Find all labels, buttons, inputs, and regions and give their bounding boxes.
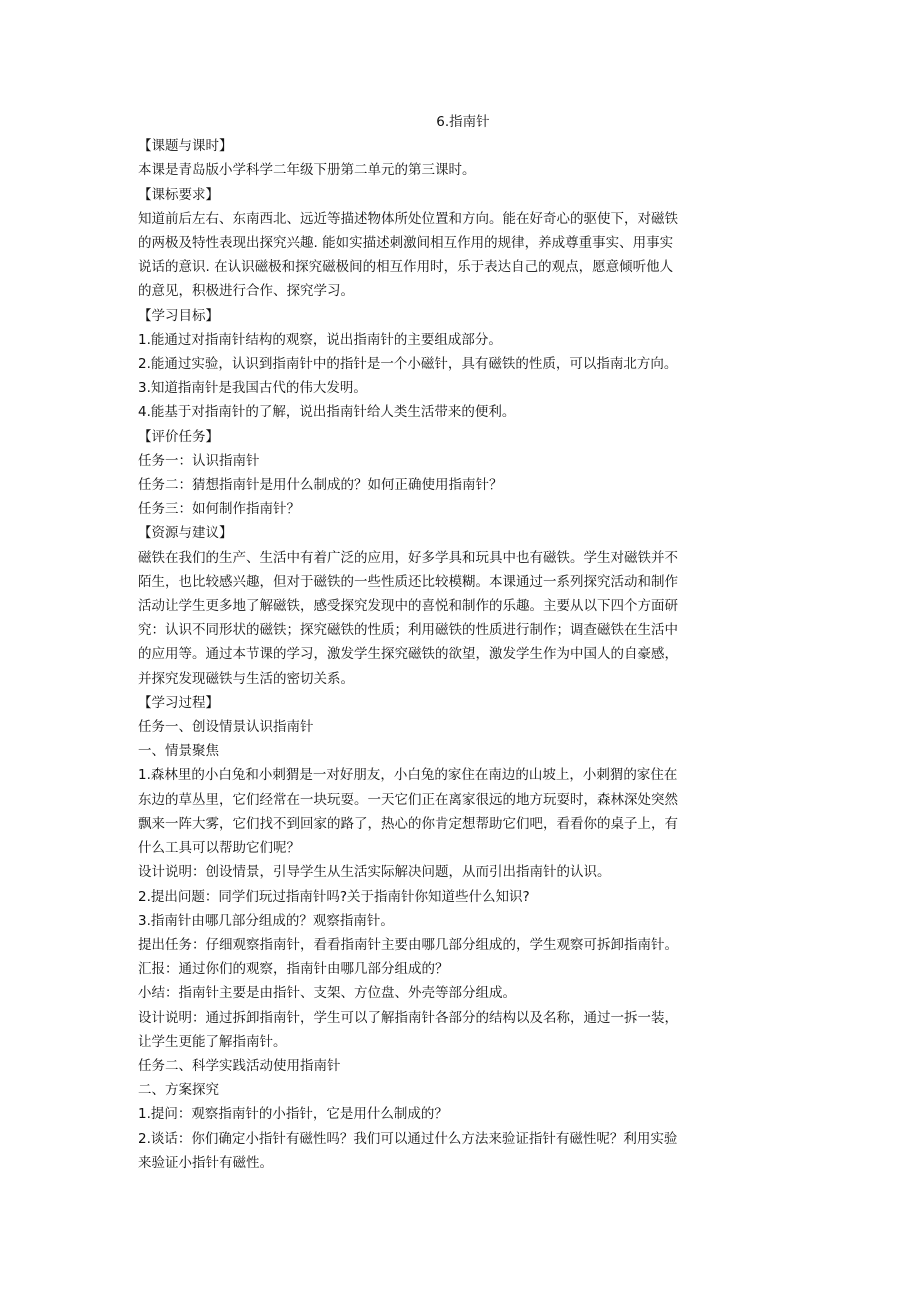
- resource-line: 究：认识不同形状的磁铁；探究磁铁的性质；利用磁铁的性质进行制作；调查磁铁在生活中: [138, 622, 678, 639]
- process-line: 来验证小指针有磁性。: [138, 1154, 273, 1171]
- eval-task: 任务二：猜想指南针是用什么制成的？如何正确使用指南针？: [138, 477, 503, 494]
- section-heading-topic: 【课题与课时】: [138, 138, 233, 155]
- standard-line: 说话的意识. 在认识磁极和探究磁极间的相互作用时，乐于表达自己的观点，愿意倾听他人: [138, 259, 674, 276]
- section-heading-resources: 【资源与建议】: [138, 525, 233, 542]
- process-line: 3.指南针由哪几部分组成的？观察指南针。: [138, 912, 394, 929]
- process-line: 一、情景聚焦: [138, 743, 219, 760]
- resource-line: 陌生，也比较感兴趣，但对于磁铁的一些性质还比较模糊。本课通过一系列探究活动和制作: [138, 573, 678, 590]
- process-line: 1.森林里的小白兔和小刺猬是一对好朋友，小白兔的家住在南边的山坡上，小刺猬的家住在: [138, 767, 678, 784]
- document-title: 6.指南针: [436, 114, 490, 130]
- process-line: 东边的草丛里，它们经常在一块玩耍。一天它们正在离家很远的地方玩耍时，森林深处突然: [138, 791, 678, 808]
- section-heading-eval: 【评价任务】: [138, 428, 219, 445]
- section-heading-standard: 【课标要求】: [138, 186, 219, 203]
- standard-line: 的意见，积极进行合作、探究学习。: [138, 283, 354, 300]
- goal-item: 3.知道指南针是我国古代的伟大发明。: [138, 380, 367, 397]
- process-line: 小结：指南针主要是由指针、支架、方位盘、外壳等部分组成。: [138, 985, 516, 1002]
- process-line: 1.提问：观察指南针的小指针，它是用什么制成的？: [138, 1106, 448, 1123]
- process-line: 让学生更能了解指南针。: [138, 1033, 287, 1050]
- process-line: 飘来一阵大雾，它们找不到回家的路了，热心的你肯定想帮助它们吧，看看你的桌子上，有: [138, 815, 678, 832]
- process-line: 汇报：通过你们的观察，指南针由哪几部分组成的？: [138, 961, 449, 978]
- eval-task: 任务三：如何制作指南针？: [138, 501, 300, 518]
- process-line: 设计说明：创设情景，引导学生从生活实际解决问题，从而引出指南针的认识。: [138, 864, 611, 881]
- process-line: 二、方案探究: [138, 1082, 219, 1099]
- topic-text: 本课是青岛版小学科学二年级下册第二单元的第三课时。: [138, 162, 476, 179]
- goal-item: 2.能通过实验，认识到指南针中的指针是一个小磁针，具有磁铁的性质，可以指南北方向。: [138, 356, 678, 373]
- process-line: 任务二、科学实践活动使用指南针: [138, 1057, 341, 1074]
- process-line: 什么工具可以帮助它们呢？: [138, 840, 300, 857]
- resource-line: 磁铁在我们的生产、生活中有着广泛的应用，好多学具和玩具中也有磁铁。学生对磁铁并不: [138, 549, 678, 566]
- standard-line: 的两极及特性表现出探究兴趣. 能如实描述刺激间相互作用的规律，养成尊重事实、用事实: [138, 235, 674, 252]
- section-heading-process: 【学习过程】: [138, 694, 219, 711]
- process-line: 提出任务：仔细观察指南针，看看指南针主要由哪几部分组成的，学生观察可拆卸指南针。: [138, 936, 678, 953]
- process-line: 2.谈话：你们确定小指针有磁性吗？我们可以通过什么方法来验证指针有磁性呢？利用实验: [138, 1130, 678, 1147]
- process-line: 任务一、创设情景认识指南针: [138, 719, 314, 736]
- process-line: 设计说明：通过拆卸指南针，学生可以了解指南针各部分的结构以及名称，通过一拆一装，: [138, 1009, 678, 1026]
- document-page: [138, 110, 788, 1175]
- section-heading-goals: 【学习目标】: [138, 307, 219, 324]
- process-line: 2.提出问题：同学们玩过指南针吗?关于指南针你知道些什么知识?: [138, 888, 530, 905]
- eval-task: 任务一：认识指南针: [138, 452, 260, 469]
- resource-line: 并探究发现磁铁与生活的密切关系。: [138, 670, 354, 687]
- standard-line: 知道前后左右、东南西北、远近等描述物体所处位置和方向。能在好奇心的驱使下，对磁铁: [138, 210, 678, 227]
- resource-line: 活动让学生更多地了解磁铁，感受探究发现中的喜悦和制作的乐趣。主要从以下四个方面研: [138, 598, 678, 615]
- resource-line: 的应用等。通过本节课的学习，激发学生探究磁铁的欲望，激发学生作为中国人的自豪感，: [138, 646, 678, 663]
- goal-item: 4.能基于对指南针的了解，说出指南针给人类生活带来的便利。: [138, 404, 516, 421]
- goal-item: 1.能通过对指南针结构的观察，说出指南针的主要组成部分。: [138, 331, 502, 348]
